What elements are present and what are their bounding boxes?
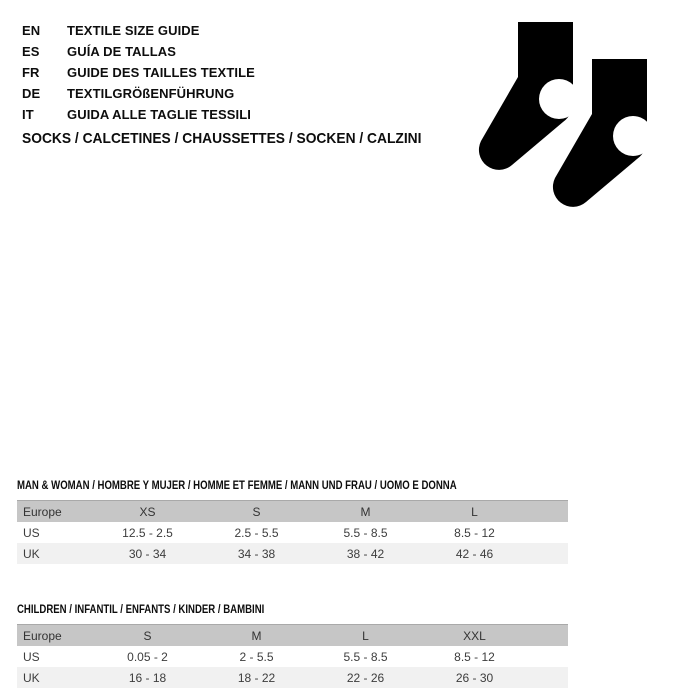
column-header: S [143,628,152,643]
row-label: US [23,525,40,540]
socks-icon [455,10,675,215]
table-row-uk [17,667,568,688]
language-row-it [22,104,255,125]
size-value: 16 - 18 [128,670,167,685]
language-code: FR [22,65,40,80]
size-value: 30 - 34 [128,546,167,561]
size-table [17,624,568,688]
size-value: 8.5 - 12 [454,649,495,664]
column-header: Europe [23,504,62,519]
column-header: M [360,504,371,519]
size-value: 26 - 30 [455,670,494,685]
row-label: UK [23,546,40,561]
size-value: 2 - 5.5 [239,649,274,664]
size-value: 5.5 - 8.5 [343,525,388,540]
product-heading: SOCKS / CALCETINES / CHAUSSETTES / SOCKEN / CALZINI [22,130,422,147]
size-value: 18 - 22 [237,670,276,685]
size-value: 5.5 - 8.5 [343,649,388,664]
table-title: MAN & WOMAN / HOMBRE Y MUJER / HOMME ET FEMME / MANN UND FRAU / UOMO E DONNA [17,478,457,492]
language-row-fr [22,62,255,83]
language-row-es [22,41,255,62]
size-value: 38 - 42 [346,546,385,561]
size-table-man-woman [17,477,568,564]
size-value: 0.05 - 2 [127,649,168,664]
column-header: Europe [23,628,62,643]
language-code: DE [22,86,41,101]
language-row-en [22,20,255,41]
table-title: CHILDREN / INFANTIL / ENFANTS / KINDER / BAMBINI [17,602,265,616]
language-title: TEXTILE SIZE GUIDE [67,23,200,38]
language-row-de [22,83,255,104]
size-value: 42 - 46 [455,546,494,561]
size-value: 34 - 38 [237,546,276,561]
language-code: EN [22,23,41,38]
size-table-children [17,601,568,688]
row-label: UK [23,670,40,685]
language-title: GUIDE DES TAILLES TEXTILE [67,65,255,80]
language-title: TEXTILGRÖßENFÜHRUNG [67,86,235,101]
language-title: GUÍA DE TALLAS [67,44,177,59]
column-header: XS [139,504,156,519]
table-row-uk [17,543,568,564]
language-title: GUIDA ALLE TAGLIE TESSILI [67,107,252,122]
table-header-row [17,624,568,646]
sock-back [479,22,579,170]
table-row-us [17,522,568,543]
row-label: US [23,649,40,664]
size-value: 12.5 - 2.5 [122,525,173,540]
column-header: M [251,628,262,643]
column-header: L [471,504,478,519]
column-header: S [252,504,261,519]
language-list [22,20,255,125]
language-code: ES [22,44,40,59]
table-row-us [17,646,568,667]
table-header-row [17,500,568,522]
column-header: XXL [463,628,486,643]
size-value: 8.5 - 12 [454,525,495,540]
size-value: 22 - 26 [346,670,385,685]
size-value: 2.5 - 5.5 [234,525,279,540]
size-table [17,500,568,564]
column-header: L [362,628,369,643]
language-code: IT [22,107,34,122]
